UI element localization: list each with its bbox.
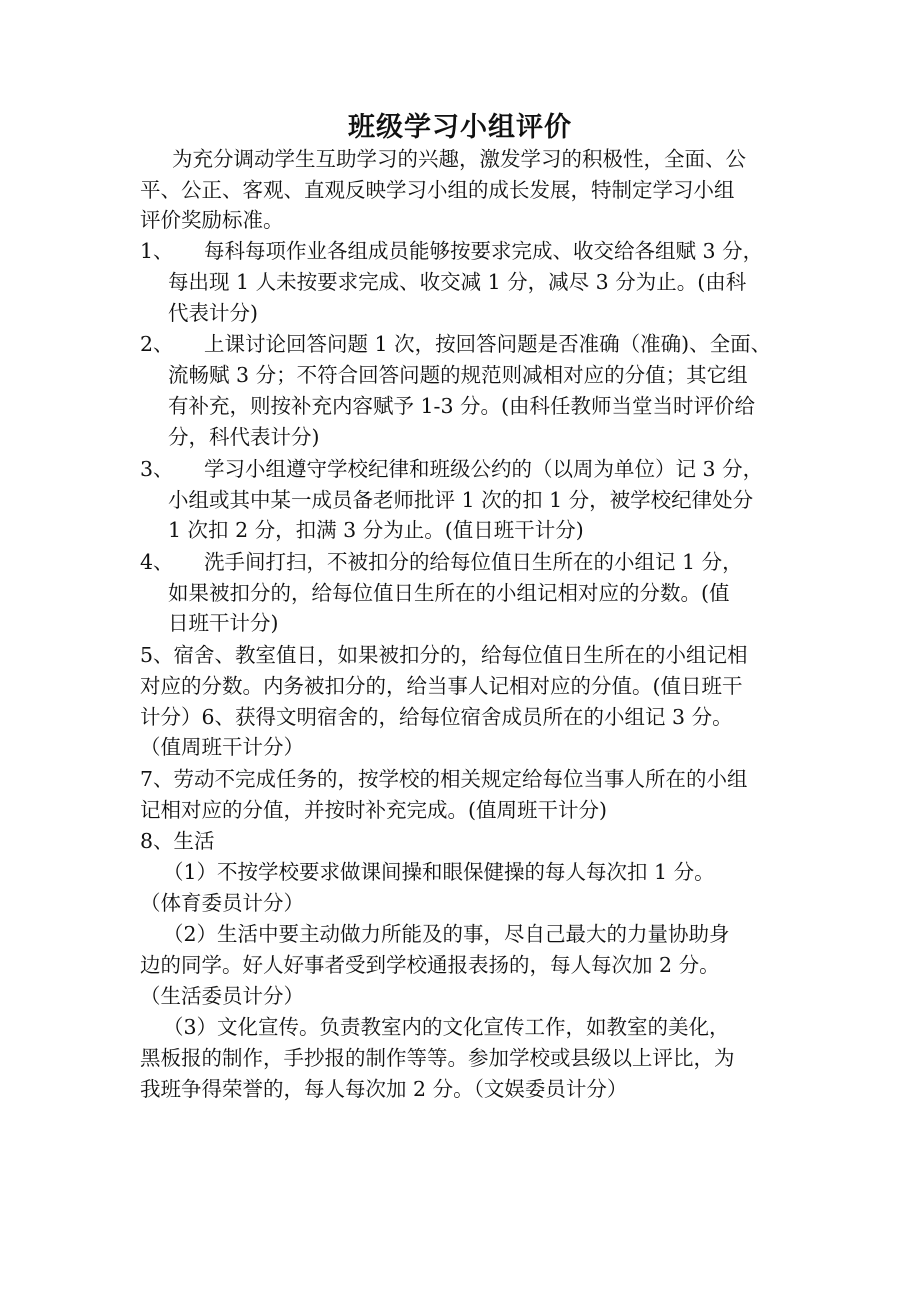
sub-1-line-2: （体育委员计分） bbox=[140, 891, 304, 915]
item-2-line-1: 上课讨论回答问题 1 次，按回答问题是否准确（准确)、全面、 bbox=[204, 332, 772, 356]
item-2-line-2: 流畅赋 3 分；不符合回答问题的规范则减相对应的分值；其它组 bbox=[168, 363, 748, 387]
para-5-line-2: 对应的分数。内务被扣分的，给当事人记相对应的分值。(值日班干 bbox=[140, 674, 743, 698]
item-1-line-1: 每科每项作业各组成员能够按要求完成、收交给各组赋 3 分， bbox=[204, 239, 764, 263]
intro-line-1: 为充分调动学生互助学习的兴趣，激发学习的积极性，全面、公 bbox=[172, 147, 746, 171]
sub-3-line-1: （3）文化宣传。负责教室内的文化宣传工作，如教室的美化， bbox=[163, 1015, 730, 1039]
item-4-line-1: 洗手间打扫，不被扣分的给每位值日生所在的小组记 1 分， bbox=[204, 550, 743, 574]
sub-2-line-1: （2）生活中要主动做力所能及的事，尽自己最大的力量协助身 bbox=[163, 922, 730, 946]
sub-3-line-2: 黑板报的制作，手抄报的制作等等。参加学校或县级以上评比，为 bbox=[140, 1046, 735, 1070]
page-title: 班级学习小组评价 bbox=[348, 112, 572, 143]
sub-2-line-2: 边的同学。好人好事者受到学校通报表扬的，每人每次加 2 分。 bbox=[140, 953, 720, 977]
item-1-number: 1、 bbox=[140, 239, 174, 263]
intro-line-2: 平、公正、客观、直观反映学习小组的成长发展，特制定学习小组 bbox=[140, 178, 735, 202]
para-5-line-4: （值周班干计分） bbox=[140, 735, 304, 759]
item-2-line-3: 有补充，则按补充内容赋予 1-3 分。(由科任教师当堂当时评价给 bbox=[168, 394, 756, 418]
item-3-number: 3、 bbox=[140, 457, 174, 481]
item-3-line-2: 小组或其中某一成员备老师批评 1 次的扣 1 分，被学校纪律处分 bbox=[168, 488, 754, 512]
item-4-line-2: 如果被扣分的，给每位值日生所在的小组记相对应的分数。(值 bbox=[168, 581, 730, 605]
item-3-line-3: 1 次扣 2 分，扣满 3 分为止。(值日班干计分) bbox=[168, 518, 584, 542]
item-2-number: 2、 bbox=[140, 332, 174, 356]
para-5-line-3: 计分）6、获得文明宿舍的，给每位宿舍成员所在的小组记 3 分。 bbox=[140, 705, 733, 729]
para-8-heading: 8、生活 bbox=[140, 829, 215, 853]
item-1-line-2: 每出现 1 人未按要求完成、收交减 1 分，减尽 3 分为止。(由科 bbox=[168, 270, 747, 294]
para-7-line-1: 7、劳动不完成任务的，按学校的相关规定给每位当事人所在的小组 bbox=[140, 767, 748, 791]
sub-2-line-3: （生活委员计分） bbox=[140, 984, 304, 1008]
item-2-line-4: 分，科代表计分) bbox=[168, 425, 320, 449]
sub-1-line-1: （1）不按学校要求做课间操和眼保健操的每人每次扣 1 分。 bbox=[163, 860, 715, 884]
sub-3-line-3: 我班争得荣誉的，每人每次加 2 分。（文娱委员计分） bbox=[140, 1077, 628, 1101]
item-4-number: 4、 bbox=[140, 550, 174, 574]
item-1-line-3: 代表计分) bbox=[168, 301, 258, 325]
item-4-line-3: 日班干计分) bbox=[168, 611, 279, 635]
item-3-line-1: 学习小组遵守学校纪律和班级公约的（以周为单位）记 3 分， bbox=[204, 457, 764, 481]
para-7-line-2: 记相对应的分值，并按时补充完成。(值周班干计分) bbox=[140, 798, 607, 822]
intro-line-3: 评价奖励标准。 bbox=[140, 208, 284, 232]
para-5-line-1: 5、宿舍、教室值日，如果被扣分的，给每位值日生所在的小组记相 bbox=[140, 643, 748, 667]
